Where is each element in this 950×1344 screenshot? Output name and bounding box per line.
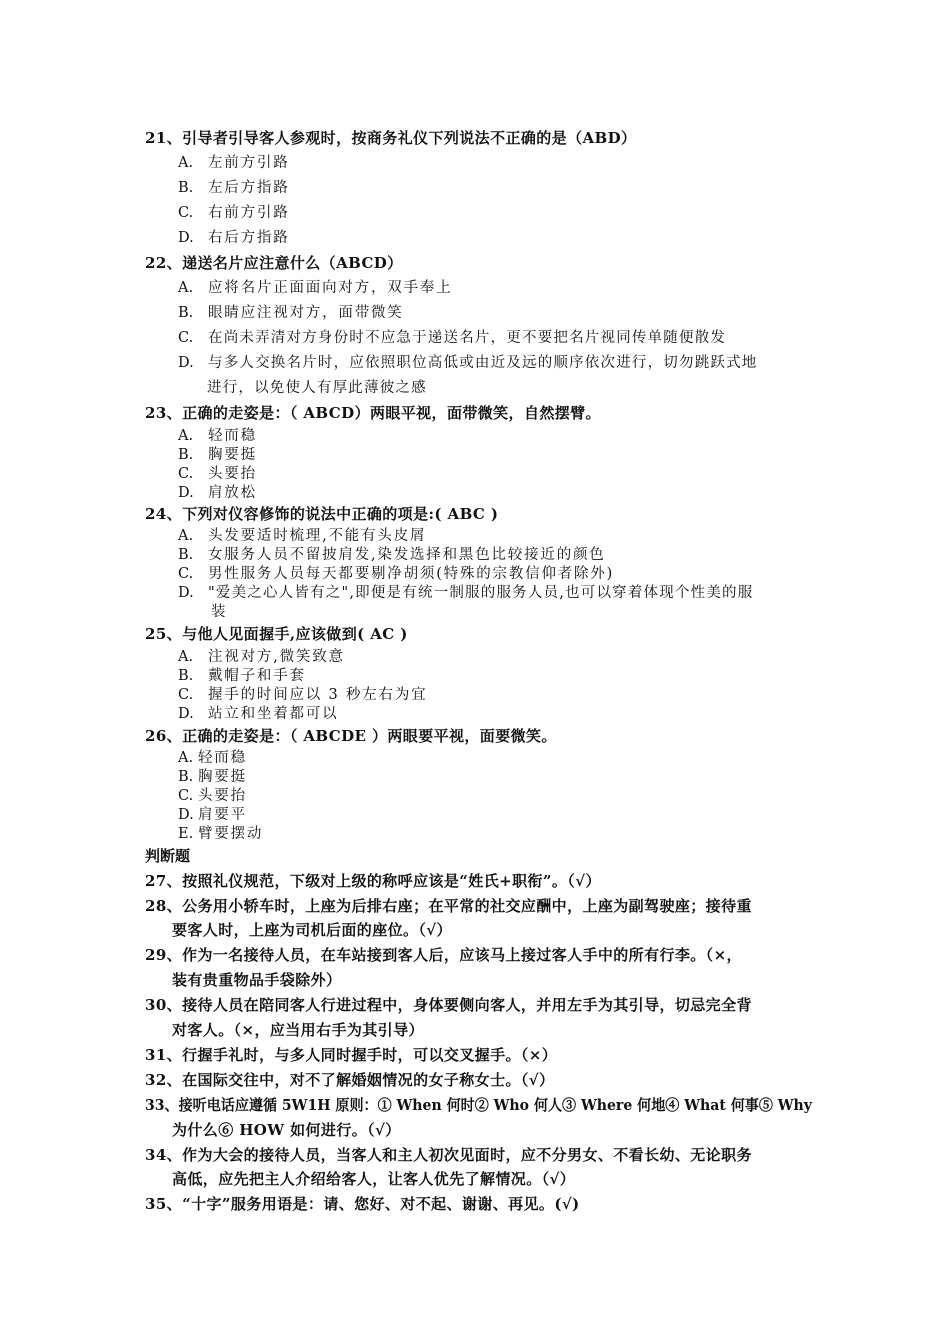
question-23-option-d: [178, 486, 257, 501]
option-text: 轻而稳: [198, 750, 247, 766]
judgement-33-continued: 为什么⑥ HOW 如何进行。（√）: [172, 1121, 401, 1139]
option-text: 胸要挺: [208, 447, 257, 463]
option-key: C.: [178, 330, 194, 346]
question-25-option-b: [178, 669, 306, 684]
question-25-option-c: [178, 688, 427, 703]
option-text: 头要抬: [208, 466, 257, 482]
judgement-32: 32、在国际交往中，对不了解婚姻情况的女子称女士。（√）: [145, 1071, 555, 1089]
question-24-option-c: [178, 567, 614, 582]
option-key: B.: [178, 447, 194, 463]
option-key: B.: [178, 668, 194, 684]
option-key: A.: [178, 528, 194, 544]
question-21-stem: 21、引导者引导客人参观时，按商务礼仪下列说法不正确的是（ABD）: [145, 129, 637, 147]
option-key: C.: [178, 788, 194, 804]
judgement-29: 29、作为一名接待人员，在车站接到客人后，应该马上接过客人手中的所有行李。（×，: [145, 946, 742, 964]
option-key: D.: [178, 485, 194, 501]
option-text: 与多人交换名片时，应依照职位高低或由近及远的顺序依次进行，切勿跳跃式地: [208, 355, 758, 371]
question-23-option-b: [178, 448, 257, 463]
question-24-option-a: [178, 529, 426, 544]
question-26-stem: 26、正确的走姿是：（ ABCDE ）两眼要平视，面要微笑。: [145, 727, 557, 745]
judgement-35: 35、“十字”服务用语是：请、您好、对不起、谢谢、再见。(√): [145, 1195, 580, 1213]
option-text: 胸要挺: [198, 769, 247, 785]
question-26-option-c: [178, 789, 247, 804]
option-key: A.: [178, 280, 194, 296]
option-key: C.: [178, 687, 194, 703]
option-key: D.: [178, 230, 194, 246]
question-25-option-a: [178, 650, 345, 665]
option-key: A.: [178, 155, 194, 171]
option-key: A.: [178, 649, 194, 665]
question-24-option-b: [178, 548, 606, 563]
option-text: "爱美之心人皆有之",即便是有统一制服的服务人员,也可以穿着体现个性美的服: [208, 585, 754, 601]
option-key: D.: [178, 807, 194, 823]
option-text: 头要抬: [198, 788, 247, 804]
option-text: 男性服务人员每天都要剔净胡须(特殊的宗教信仰者除外): [208, 566, 615, 582]
option-text: 女服务人员不留披肩发,染发选择和黑色比较接近的颜色: [208, 547, 606, 563]
option-key: E.: [178, 826, 194, 842]
question-22-option-d-continued: 进行，以免使人有厚此薄彼之感: [207, 380, 427, 396]
option-key: B.: [178, 547, 194, 563]
option-key: D.: [178, 355, 194, 371]
question-22-option-a: [178, 281, 453, 296]
question-21-option-d: [178, 231, 290, 246]
judgement-31: 31、行握手礼时，与多人同时握手时，可以交叉握手。（×）: [145, 1046, 558, 1064]
question-24-stem: 24、下列对仪容修饰的说法中正确的项是:( ABC ): [145, 505, 499, 523]
option-text: 右后方指路: [208, 230, 290, 246]
option-text: 左前方引路: [208, 155, 290, 171]
option-key: B.: [178, 305, 194, 321]
question-22-stem: 22、递送名片应注意什么（ABCD）: [145, 254, 403, 272]
question-22-option-b: [178, 306, 404, 321]
question-26-option-b: [178, 770, 247, 785]
option-text: 握手的时间应以 3 秒左右为宜: [208, 687, 428, 703]
question-26-option-e: [178, 827, 263, 842]
question-26-option-d: [178, 808, 247, 823]
judgement-34-continued: 高低，应先把主人介绍给客人，让客人优先了解情况。（√）: [172, 1170, 576, 1188]
judgement-30-continued: 对客人。（×，应当用右手为其引导）: [172, 1021, 424, 1039]
question-22-option-d: [178, 356, 758, 371]
option-key: A.: [178, 428, 194, 444]
option-key: B.: [178, 180, 194, 196]
option-text: 头发要适时梳理,不能有头皮屑: [208, 528, 427, 544]
question-21-option-a: [178, 156, 290, 171]
question-21-option-c: [178, 206, 290, 221]
option-text: 右前方引路: [208, 205, 290, 221]
question-25-stem: 25、与他人见面握手,应该做到( AC ): [145, 625, 408, 643]
question-23-option-a: [178, 429, 257, 444]
judgement-28: 28、公务用小轿车时，上座为后排右座；在平常的社交应酬中，上座为副驾驶座；接待重: [145, 897, 752, 915]
option-text: 肩放松: [208, 485, 257, 501]
question-24-option-d: [178, 586, 753, 601]
option-text: 在尚未弄清对方身份时不应急于递送名片，更不要把名片视同传单随便散发: [208, 330, 727, 346]
option-key: A.: [178, 750, 194, 766]
option-text: 眼睛应注视对方，面带微笑: [208, 305, 404, 321]
option-text: 戴帽子和手套: [208, 668, 306, 684]
section-heading-judgement: 判断题: [145, 847, 191, 865]
question-24-option-d-continued: 装: [211, 604, 228, 620]
option-key: D.: [178, 585, 194, 601]
option-text: 肩要平: [198, 807, 247, 823]
judgement-27: 27、按照礼仪规范，下级对上级的称呼应该是“姓氏+职衔”。（√）: [145, 872, 601, 890]
judgement-33: 33、接听电话应遵循 5W1H 原则：① When 何时② Who 何人③ Where 何地④ What 何事⑤ Why: [145, 1096, 812, 1114]
option-key: C.: [178, 566, 194, 582]
judgement-34: 34、作为大会的接待人员，当客人和主人初次见面时，应不分男女、不看长幼、无论职务: [145, 1146, 752, 1164]
question-23-option-c: [178, 467, 257, 482]
question-22-option-c: [178, 331, 726, 346]
option-key: C.: [178, 205, 194, 221]
option-key: B.: [178, 769, 194, 785]
judgement-29-continued: 装有贵重物品手袋除外）: [172, 971, 342, 989]
option-text: 注视对方,微笑致意: [208, 649, 345, 665]
option-text: 左后方指路: [208, 180, 290, 196]
option-text: 臂要摆动: [198, 826, 264, 842]
judgement-28-continued: 要客人时，上座为司机后面的座位。（√）: [172, 921, 452, 939]
option-key: C.: [178, 466, 194, 482]
option-text: 站立和坐着都可以: [208, 706, 339, 722]
option-key: D.: [178, 706, 194, 722]
option-text: 轻而稳: [208, 428, 257, 444]
question-23-stem: 23、正确的走姿是：（ ABCD）两眼平视，面带微笑，自然摆臂。: [145, 404, 601, 422]
option-text: 应将名片正面面向对方，双手奉上: [208, 280, 453, 296]
question-21-option-b: [178, 181, 290, 196]
question-25-option-d: [178, 707, 338, 722]
question-26-option-a: [178, 751, 247, 766]
judgement-30: 30、接待人员在陪同客人行进过程中，身体要侧向客人，并用左手为其引导，切忌完全背: [145, 996, 752, 1014]
